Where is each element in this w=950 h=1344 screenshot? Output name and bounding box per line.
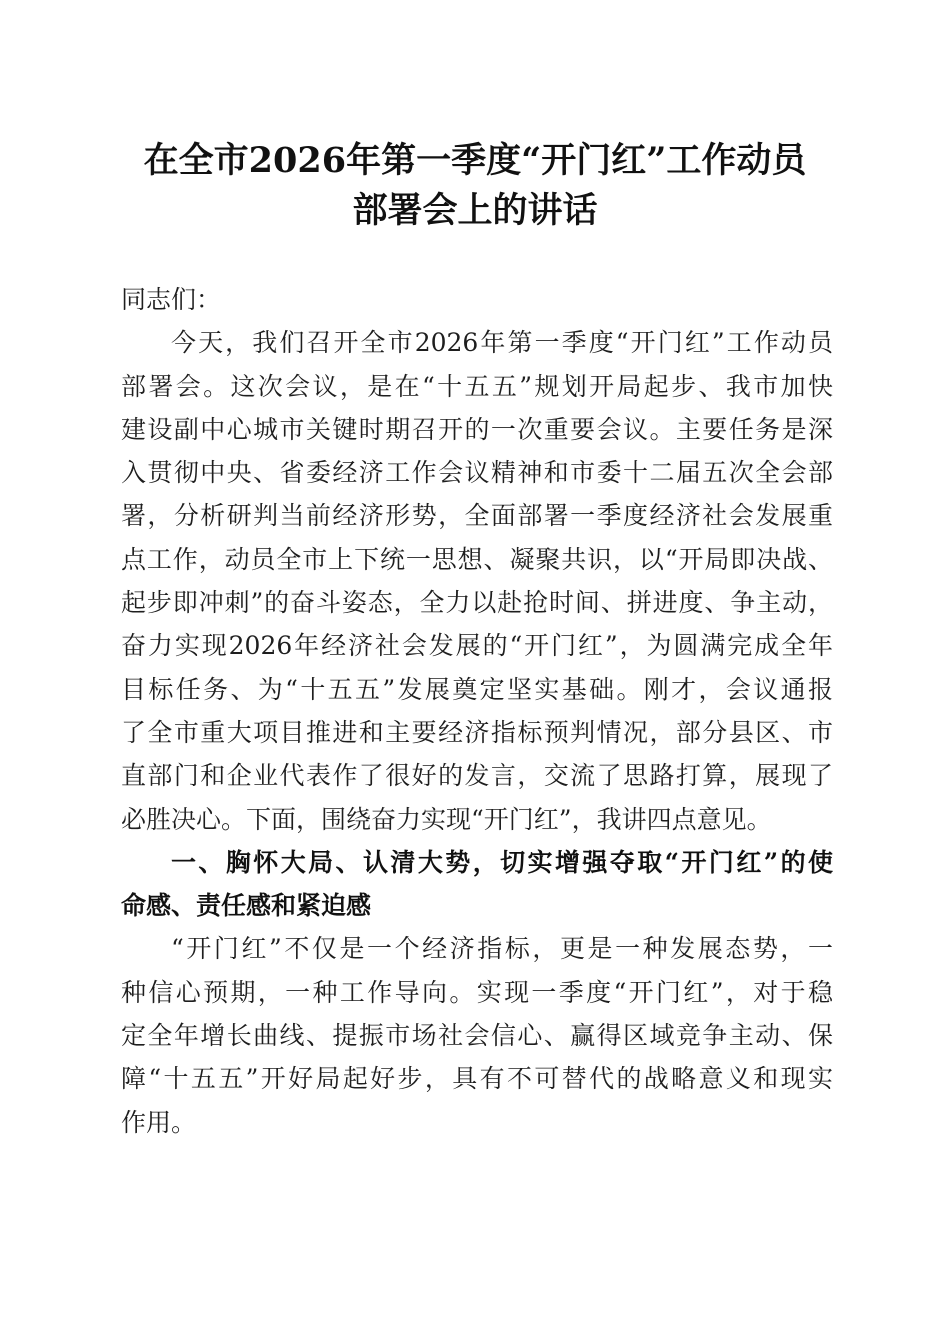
document-title (100, 136, 850, 236)
paragraph-line: 部署会。这次会议，是在“十五五”规划开局起步、我市加快 (121, 371, 833, 401)
paragraph-line: 今天，我们召开全市2026年第一季度“开门红”工作动员 (171, 328, 833, 358)
paragraph-line: 种信心预期，一种工作导向。实现一季度“开门红”，对于稳 (121, 977, 833, 1007)
section-heading-line: 一、胸怀大局、认清大势，切实增强夺取“开门红”的使 (171, 847, 833, 877)
paragraph-line: 署，分析研判当前经济形势，全面部署一季度经济社会发展重 (121, 501, 833, 531)
paragraph-line: 建设副中心城市关键时期召开的一次重要会议。主要任务是深 (121, 414, 833, 444)
paragraph-line: 奋力实现2026年经济社会发展的“开门红”，为圆满完成全年 (121, 631, 833, 661)
document-body (121, 278, 833, 1144)
paragraph-line: 起步即冲刺”的奋斗姿态，全力以赴抢时间、拼进度、争主动， (121, 588, 833, 618)
paragraph-line: 了全市重大项目推进和主要经济指标预判情况，部分县区、市 (121, 717, 833, 747)
paragraph-line: “开门红”不仅是一个经济指标，更是一种发展态势，一 (171, 934, 833, 964)
paragraph-line: 必胜决心。下面，围绕奋力实现“开门红”，我讲四点意见。 (121, 804, 772, 834)
paragraph-line: 作用。 (121, 1107, 197, 1137)
section-heading-line: 命感、责任感和紧迫感 (121, 891, 372, 921)
title-line-2: 部署会上的讲话 (352, 190, 598, 231)
paragraph-line: 入贯彻中央、省委经济工作会议精神和市委十二届五次全会部 (121, 458, 833, 488)
paragraph-line: 点工作，动员全市上下统一思想、凝聚共识，以“开局即决战、 (121, 544, 833, 574)
title-line-1: 在全市2026年第一季度“开门红”工作动员 (143, 140, 807, 181)
paragraph-line: 障“十五五”开好局起好步，具有不可替代的战略意义和现实 (121, 1064, 833, 1094)
paragraph-line: 目标任务、为“十五五”发展奠定坚实基础。刚才，会议通报 (121, 674, 833, 704)
paragraph-line: 定全年增长曲线、提振市场社会信心、赢得区域竞争主动、保 (121, 1021, 833, 1051)
paragraph-line: 直部门和企业代表作了很好的发言，交流了思路打算，展现了 (121, 761, 833, 791)
salutation: 同志们： (121, 285, 222, 314)
